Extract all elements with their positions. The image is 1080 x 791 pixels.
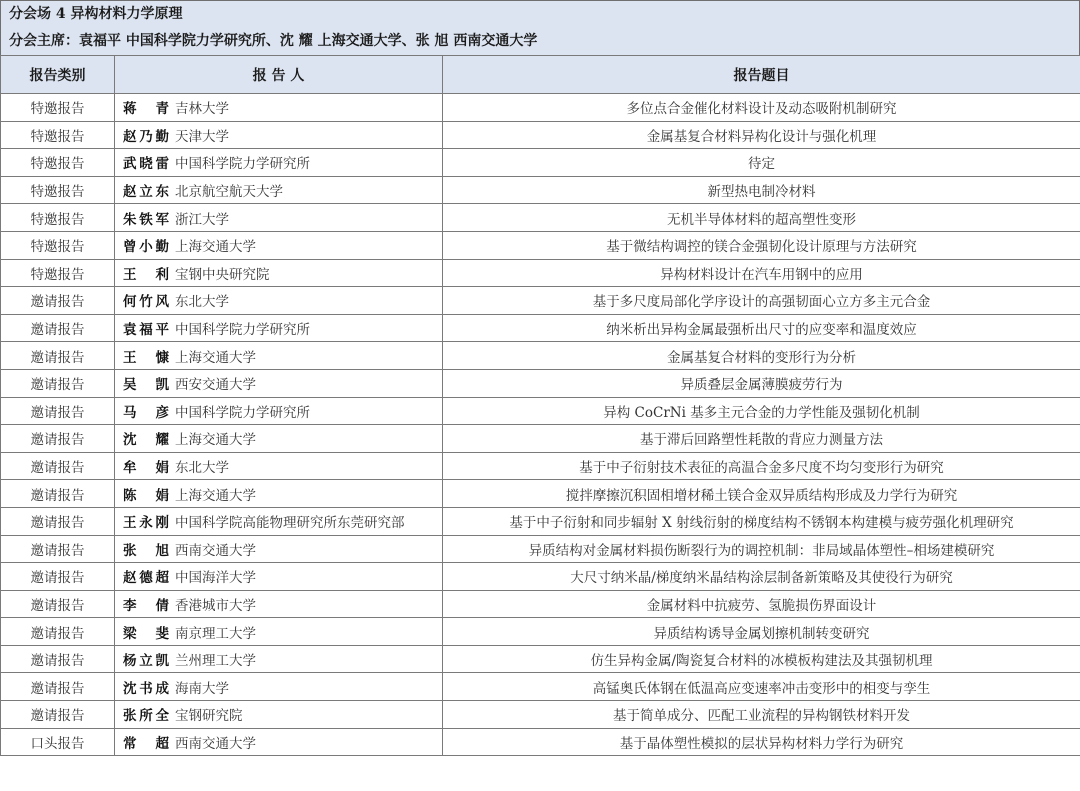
column-header-speaker: 报 告 人 bbox=[115, 56, 443, 94]
report-title: 金属材料中抗疲劳、氢脆损伤界面设计 bbox=[443, 590, 1080, 618]
speaker-cell bbox=[115, 287, 443, 315]
table-row bbox=[1, 287, 1080, 315]
table-row bbox=[1, 645, 1080, 673]
report-type: 邀请报告 bbox=[1, 701, 115, 729]
report-type: 特邀报告 bbox=[1, 259, 115, 287]
speaker-affiliation: 西安交通大学 bbox=[175, 377, 256, 394]
speaker-cell bbox=[115, 369, 443, 397]
table-header-row bbox=[1, 56, 1080, 94]
table-row bbox=[1, 425, 1080, 453]
table-row bbox=[1, 342, 1080, 370]
table-row bbox=[1, 259, 1080, 287]
table-row bbox=[1, 535, 1080, 563]
report-type: 邀请报告 bbox=[1, 314, 115, 342]
report-title: 基于晶体塑性模拟的层状异构材料力学行为研究 bbox=[443, 728, 1080, 756]
speaker-affiliation: 中国海洋大学 bbox=[175, 570, 256, 587]
speaker-cell bbox=[115, 645, 443, 673]
report-title: 异构 CoCrNi 基多主元合金的力学性能及强韧化机制 bbox=[443, 397, 1080, 425]
report-type: 特邀报告 bbox=[1, 94, 115, 122]
speaker-cell bbox=[115, 259, 443, 287]
speaker-affiliation: 宝钢研究院 bbox=[175, 708, 243, 725]
speaker-affiliation: 西南交通大学 bbox=[175, 542, 256, 559]
report-type: 特邀报告 bbox=[1, 204, 115, 232]
table-row bbox=[1, 397, 1080, 425]
table-row bbox=[1, 176, 1080, 204]
speaker-affiliation: 浙江大学 bbox=[175, 211, 229, 228]
speaker-cell bbox=[115, 425, 443, 453]
speaker-cell bbox=[115, 563, 443, 591]
speaker-name: 王利 bbox=[123, 266, 169, 283]
report-title: 基于中子衍射和同步辐射 X 射线衍射的梯度结构不锈钢本构建模与疲劳强化机理研究 bbox=[443, 507, 1080, 535]
report-title: 搅拌摩擦沉积固相增材稀土镁合金双异质结构形成及力学行为研究 bbox=[443, 480, 1080, 508]
report-type: 邀请报告 bbox=[1, 397, 115, 425]
speaker-name: 吴凯 bbox=[123, 377, 169, 394]
speaker-name: 常超 bbox=[123, 735, 169, 752]
session-header bbox=[0, 0, 1080, 55]
report-type: 邀请报告 bbox=[1, 673, 115, 701]
report-title: 无机半导体材料的超高塑性变形 bbox=[443, 204, 1080, 232]
speaker-affiliation: 上海交通大学 bbox=[175, 239, 256, 256]
report-type: 口头报告 bbox=[1, 728, 115, 756]
speaker-name: 李倩 bbox=[123, 597, 169, 614]
report-type: 邀请报告 bbox=[1, 480, 115, 508]
speaker-cell bbox=[115, 397, 443, 425]
speaker-affiliation: 上海交通大学 bbox=[175, 432, 256, 449]
table-row bbox=[1, 701, 1080, 729]
report-type: 邀请报告 bbox=[1, 287, 115, 315]
schedule-table bbox=[0, 55, 1080, 756]
speaker-cell bbox=[115, 728, 443, 756]
speaker-cell bbox=[115, 149, 443, 177]
speaker-cell bbox=[115, 94, 443, 122]
table-row bbox=[1, 618, 1080, 646]
report-title: 基于中子衍射技术表征的高温合金多尺度不均匀变形行为研究 bbox=[443, 452, 1080, 480]
report-type: 邀请报告 bbox=[1, 563, 115, 591]
report-type: 邀请报告 bbox=[1, 452, 115, 480]
speaker-cell bbox=[115, 342, 443, 370]
speaker-cell bbox=[115, 480, 443, 508]
table-row bbox=[1, 673, 1080, 701]
report-type: 特邀报告 bbox=[1, 149, 115, 177]
report-title: 金属基复合材料的变形行为分析 bbox=[443, 342, 1080, 370]
speaker-affiliation: 东北大学 bbox=[175, 460, 229, 477]
report-title: 高锰奥氏体钢在低温高应变速率冲击变形中的相变与孪生 bbox=[443, 673, 1080, 701]
speaker-name: 牟娟 bbox=[123, 460, 169, 477]
session-chairs: 分会主席：袁福平 中国科学院力学研究所、沈 耀 上海交通大学、张 旭 西南交通大学 bbox=[9, 33, 538, 49]
speaker-cell bbox=[115, 701, 443, 729]
report-type: 邀请报告 bbox=[1, 618, 115, 646]
speaker-cell bbox=[115, 231, 443, 259]
report-title: 基于微结构调控的镁合金强韧化设计原理与方法研究 bbox=[443, 231, 1080, 259]
speaker-affiliation: 东北大学 bbox=[175, 294, 229, 311]
report-title: 仿生异构金属/陶瓷复合材料的冰模板构建法及其强韧机理 bbox=[443, 645, 1080, 673]
speaker-name: 赵立东 bbox=[123, 184, 169, 201]
speaker-affiliation: 北京航空航天大学 bbox=[175, 184, 283, 201]
table-row bbox=[1, 149, 1080, 177]
table-row bbox=[1, 507, 1080, 535]
table-row bbox=[1, 314, 1080, 342]
speaker-affiliation: 上海交通大学 bbox=[175, 487, 256, 504]
speaker-cell bbox=[115, 121, 443, 149]
report-type: 特邀报告 bbox=[1, 176, 115, 204]
report-title: 异质叠层金属薄膜疲劳行为 bbox=[443, 369, 1080, 397]
speaker-affiliation: 兰州理工大学 bbox=[175, 653, 256, 670]
speaker-affiliation: 海南大学 bbox=[175, 680, 229, 697]
speaker-name: 马彦 bbox=[123, 404, 169, 421]
report-title: 金属基复合材料异构化设计与强化机理 bbox=[443, 121, 1080, 149]
speaker-name: 沈耀 bbox=[123, 432, 169, 449]
speaker-cell bbox=[115, 204, 443, 232]
table-row bbox=[1, 590, 1080, 618]
speaker-name: 王永刚 bbox=[123, 515, 169, 532]
report-type: 邀请报告 bbox=[1, 590, 115, 618]
speaker-cell bbox=[115, 452, 443, 480]
report-title: 基于多尺度局部化学序设计的高强韧面心立方多主元合金 bbox=[443, 287, 1080, 315]
speaker-name: 何竹风 bbox=[123, 294, 169, 311]
speaker-name: 张所全 bbox=[123, 708, 169, 725]
speaker-name: 蒋青 bbox=[123, 101, 169, 118]
report-title: 多位点合金催化材料设计及动态吸附机制研究 bbox=[443, 94, 1080, 122]
report-type: 特邀报告 bbox=[1, 121, 115, 149]
report-title: 待定 bbox=[443, 149, 1080, 177]
report-type: 邀请报告 bbox=[1, 425, 115, 453]
report-title: 基于滞后回路塑性耗散的背应力测量方法 bbox=[443, 425, 1080, 453]
speaker-name: 陈娟 bbox=[123, 487, 169, 504]
speaker-affiliation: 香港城市大学 bbox=[175, 597, 256, 614]
table-row bbox=[1, 231, 1080, 259]
speaker-name: 朱铁军 bbox=[123, 211, 169, 228]
speaker-name: 杨立凯 bbox=[123, 653, 169, 670]
speaker-affiliation: 宝钢中央研究院 bbox=[175, 266, 270, 283]
report-title: 基于简单成分、匹配工业流程的异构钢铁材料开发 bbox=[443, 701, 1080, 729]
report-title: 异质结构对金属材料损伤断裂行为的调控机制：非局域晶体塑性–相场建模研究 bbox=[443, 535, 1080, 563]
speaker-cell bbox=[115, 176, 443, 204]
table-row bbox=[1, 563, 1080, 591]
speaker-name: 王慷 bbox=[123, 349, 169, 366]
report-title: 异质结构诱导金属划擦机制转变研究 bbox=[443, 618, 1080, 646]
column-header-title: 报告题目 bbox=[443, 56, 1080, 94]
report-title: 大尺寸纳米晶/梯度纳米晶结构涂层制备新策略及其使役行为研究 bbox=[443, 563, 1080, 591]
table-row bbox=[1, 452, 1080, 480]
speaker-cell bbox=[115, 507, 443, 535]
speaker-name: 沈书成 bbox=[123, 680, 169, 697]
report-type: 邀请报告 bbox=[1, 535, 115, 563]
speaker-affiliation: 天津大学 bbox=[175, 128, 229, 145]
speaker-name: 赵德超 bbox=[123, 570, 169, 587]
table-row bbox=[1, 94, 1080, 122]
report-type: 邀请报告 bbox=[1, 369, 115, 397]
session-title: 分会场 4 异构材料力学原理 bbox=[9, 6, 183, 22]
speaker-affiliation: 中国科学院力学研究所 bbox=[175, 322, 310, 339]
speaker-cell bbox=[115, 673, 443, 701]
speaker-affiliation: 吉林大学 bbox=[175, 101, 229, 118]
report-title: 新型热电制冷材料 bbox=[443, 176, 1080, 204]
table-row bbox=[1, 204, 1080, 232]
speaker-name: 梁斐 bbox=[123, 625, 169, 642]
speaker-affiliation: 西南交通大学 bbox=[175, 735, 256, 752]
speaker-cell bbox=[115, 590, 443, 618]
speaker-name: 赵乃勤 bbox=[123, 128, 169, 145]
speaker-affiliation: 中国科学院高能物理研究所东莞研究部 bbox=[175, 515, 405, 532]
speaker-name: 张旭 bbox=[123, 542, 169, 559]
report-type: 邀请报告 bbox=[1, 507, 115, 535]
speaker-affiliation: 中国科学院力学研究所 bbox=[175, 156, 310, 173]
column-header-type: 报告类别 bbox=[1, 56, 115, 94]
speaker-name: 武晓雷 bbox=[123, 156, 169, 173]
report-title: 异构材料设计在汽车用钢中的应用 bbox=[443, 259, 1080, 287]
speaker-affiliation: 南京理工大学 bbox=[175, 625, 256, 642]
report-title: 纳米析出异构金属最强析出尺寸的应变率和温度效应 bbox=[443, 314, 1080, 342]
speaker-affiliation: 中国科学院力学研究所 bbox=[175, 404, 310, 421]
report-type: 特邀报告 bbox=[1, 231, 115, 259]
speaker-cell bbox=[115, 618, 443, 646]
report-type: 邀请报告 bbox=[1, 342, 115, 370]
report-type: 邀请报告 bbox=[1, 645, 115, 673]
speaker-affiliation: 上海交通大学 bbox=[175, 349, 256, 366]
table-row bbox=[1, 369, 1080, 397]
table-row bbox=[1, 480, 1080, 508]
table-row bbox=[1, 728, 1080, 756]
speaker-cell bbox=[115, 535, 443, 563]
table-row bbox=[1, 121, 1080, 149]
speaker-name: 袁福平 bbox=[123, 322, 169, 339]
speaker-name: 曾小勤 bbox=[123, 239, 169, 256]
speaker-cell bbox=[115, 314, 443, 342]
